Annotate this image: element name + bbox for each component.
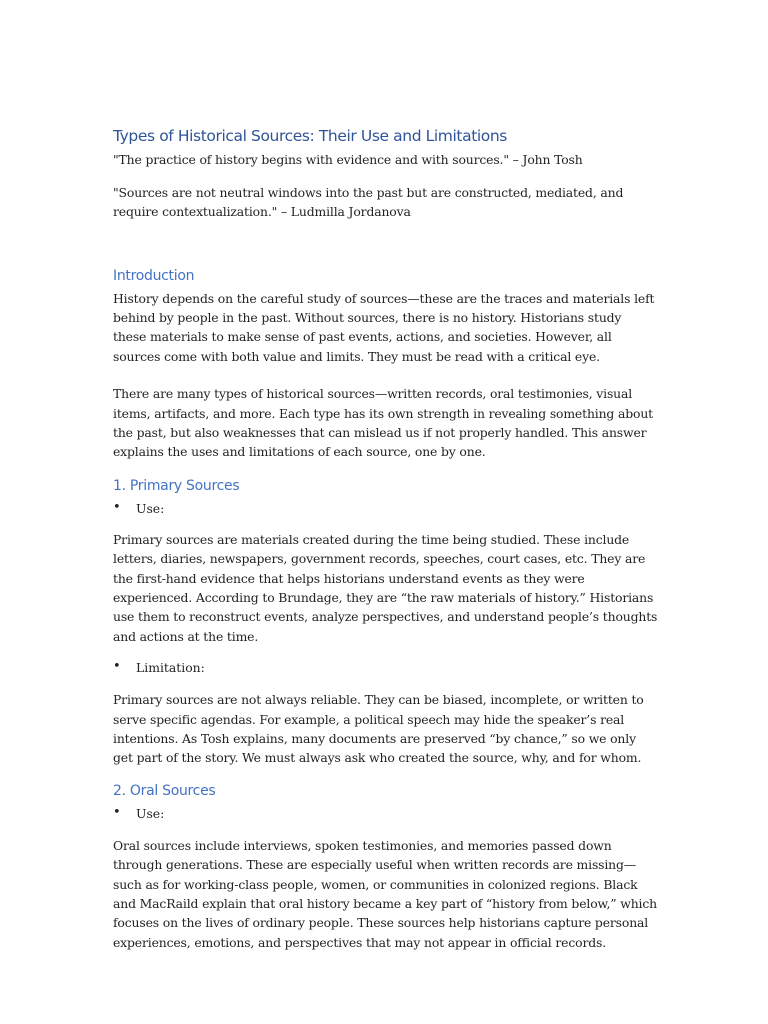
bullet-item-limitation (113, 658, 658, 677)
bullet-label: Use: (136, 500, 165, 516)
bullet-item-use (113, 804, 658, 823)
epigraph-quote-jordanova: "Sources are not neutral windows into the past but are constructed, mediated, and require contextualization." – Ludmilla Jordanova (113, 184, 624, 219)
oral-sources-use-paragraph: Oral sources include interviews, spoken testimonies, and memories passed down through generations. These are especially useful when written records are missing—such as for working-class people, women, or communities in colonized regions. Black and MacRaild explain that oral history became a key part of “history from below,” which focuses on the lives of ordinary people. These sources help historians capture personal experiences, emotions, and perspectives that may not appear in official records. (113, 837, 657, 950)
primary-sources-use-paragraph: Primary sources are materials created during the time being studied. These include letters, diaries, newspapers, government records, speeches, court cases, etc. They are the first-hand evidence that helps historians understand events as they were experienced. According to Brundage, they are “the raw materials of history.” Historians use them to reconstruct events, analyze perspectives, and understand people’s thoughts and actions at the time. (113, 531, 658, 644)
bullet-icon: • (113, 804, 121, 820)
document-page (113, 126, 658, 952)
introduction-paragraph-2: There are many types of historical sources—written records, oral testimonies, visual items, artifacts, and more. Each type has its own strength in revealing something about the past, but also weaknesses that can mislead us if not properly handled. This answer explains the uses and limitations of each source, one by one. (113, 386, 653, 460)
bullet-icon: • (113, 499, 121, 515)
section-heading-primary-sources: 1. Primary Sources (113, 477, 240, 494)
section-heading-oral-sources: 2. Oral Sources (113, 782, 216, 799)
bullet-label: Limitation: (136, 660, 205, 676)
bullet-label: Use: (136, 805, 165, 821)
introduction-paragraph-1: History depends on the careful study of sources—these are the traces and materials left behind by people in the past. Without sources, there is no history. Historians study these materials to make sense of past events, actions, and societies. However, all sources come with both value and limits. They must be read with a critical eye. (113, 290, 655, 364)
bullet-item-use (113, 499, 658, 518)
document-title: Types of Historical Sources: Their Use and Limitations (113, 127, 507, 145)
introduction-heading: Introduction (113, 267, 195, 284)
epigraph-quote-tosh: "The practice of history begins with evidence and with sources." – John Tosh (113, 152, 583, 167)
bullet-icon: • (113, 659, 121, 675)
primary-sources-limitation-paragraph: Primary sources are not always reliable. They can be biased, incomplete, or written to serve specific agendas. For example, a political speech may hide the speaker’s real intentions. As Tosh explains, many documents are preserved “by chance,” so we only get part of the story. We must always ask who created the source, why, and for whom. (113, 692, 644, 766)
